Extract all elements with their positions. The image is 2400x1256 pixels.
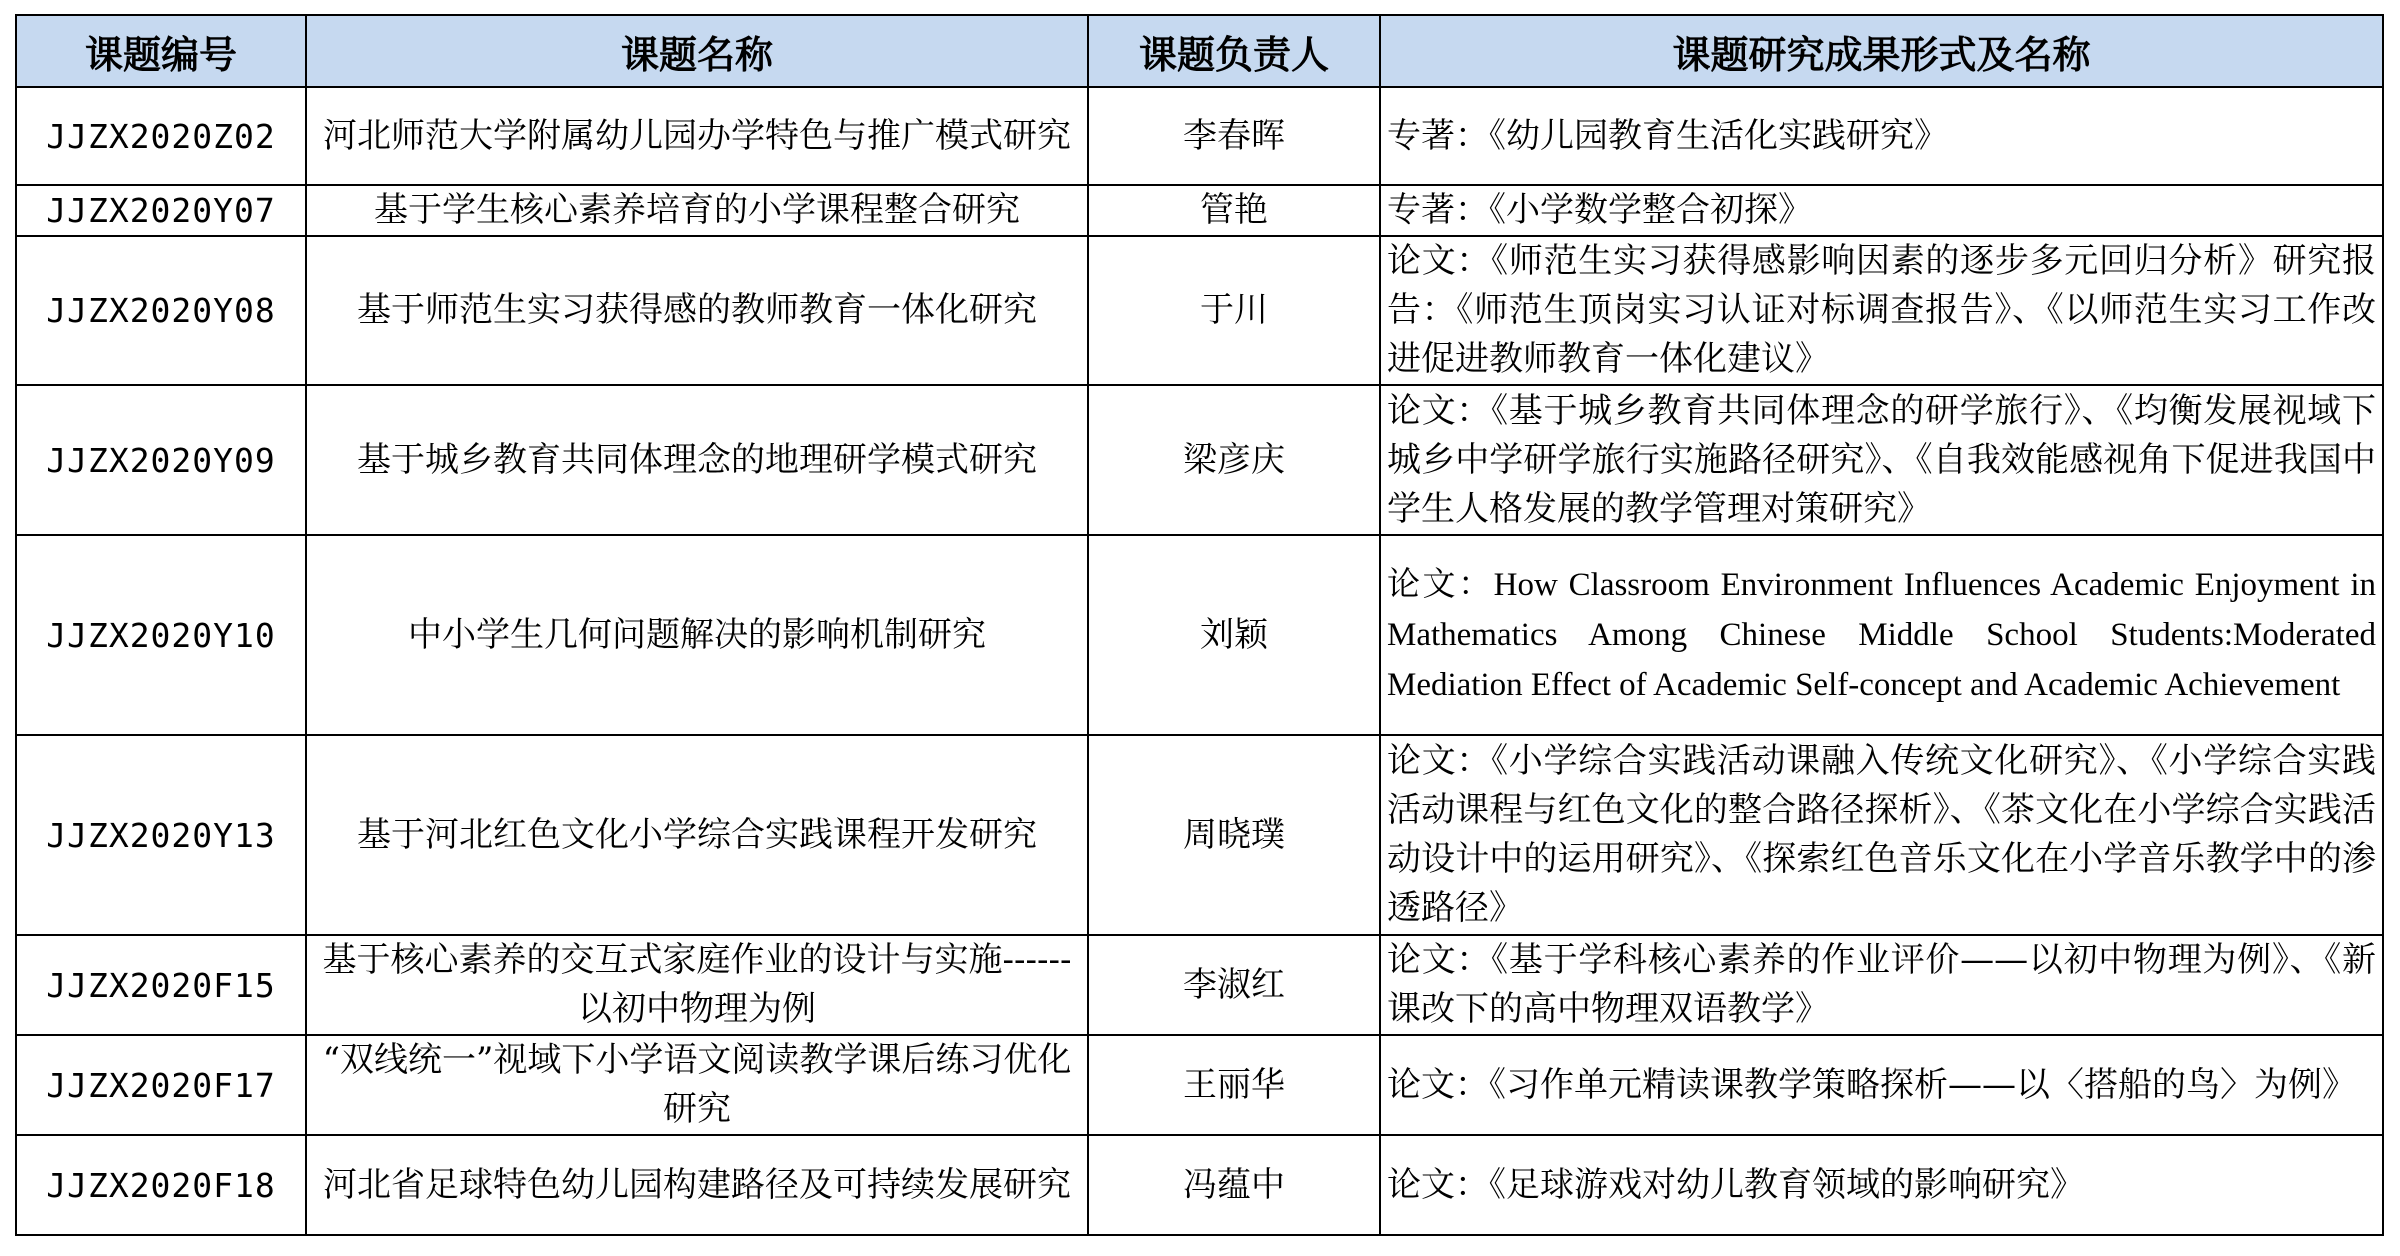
project-leader: 李淑红 (1088, 935, 1380, 1035)
project-output: 论文：《基于学科核心素养的作业评价——以初中物理为例》、《新课改下的高中物理双语教学》 (1380, 935, 2383, 1035)
table-row (16, 185, 2383, 236)
project-title: “双线统一”视域下小学语文阅读教学课后练习优化研究 (306, 1035, 1088, 1135)
table-row (16, 236, 2383, 385)
table-body (16, 87, 2383, 1235)
project-leader: 于川 (1088, 236, 1380, 385)
project-output: 论文：《习作单元精读课教学策略探析——以〈搭船的鸟〉为例》 (1380, 1035, 2383, 1135)
project-code: JJZX2020Y09 (16, 385, 306, 535)
project-output: 论文：《足球游戏对幼儿教育领域的影响研究》 (1380, 1135, 2383, 1235)
project-title: 基于河北红色文化小学综合实践课程开发研究 (306, 735, 1088, 935)
project-output: 论文：《小学综合实践活动课融入传统文化研究》、《小学综合实践活动课程与红色文化的整合路径探析》、《茶文化在小学综合实践活动设计中的运用研究》、《探索红色音乐文化在小学音乐教学中的渗透路径》 (1380, 735, 2383, 935)
project-output: 论文：How Classroom Environment Influences Academic Enjoyment in Mathematics Among Chinese Middle School Students:Moderated Mediation Effect of Academic Self-concept and Academic Achievement (1380, 535, 2383, 735)
project-code: JJZX2020Y08 (16, 236, 306, 385)
table-row (16, 935, 2383, 1035)
table-row (16, 1135, 2383, 1235)
project-title: 中小学生几何问题解决的影响机制研究 (306, 535, 1088, 735)
project-code: JJZX2020Y07 (16, 185, 306, 236)
table-row (16, 385, 2383, 535)
project-title: 基于学生核心素养培育的小学课程整合研究 (306, 185, 1088, 236)
header-title: 课题名称 (306, 15, 1088, 87)
project-output: 论文：《师范生实习获得感影响因素的逐步多元回归分析》研究报告：《师范生顶岗实习认证对标调查报告》、《以师范生实习工作改进促进教师教育一体化建议》 (1380, 236, 2383, 385)
project-code: JJZX2020Y10 (16, 535, 306, 735)
research-projects-table (15, 14, 2384, 1236)
project-output: 专著：《幼儿园教育生活化实践研究》 (1380, 87, 2383, 185)
project-leader: 李春晖 (1088, 87, 1380, 185)
project-leader: 周晓璞 (1088, 735, 1380, 935)
header-output: 课题研究成果形式及名称 (1380, 15, 2383, 87)
project-code: JJZX2020F18 (16, 1135, 306, 1235)
table-row (16, 87, 2383, 185)
table-header (16, 15, 2383, 87)
header-leader: 课题负责人 (1088, 15, 1380, 87)
project-code: JJZX2020F17 (16, 1035, 306, 1135)
table-row (16, 1035, 2383, 1135)
project-leader: 王丽华 (1088, 1035, 1380, 1135)
project-code: JJZX2020Z02 (16, 87, 306, 185)
project-title: 河北省足球特色幼儿园构建路径及可持续发展研究 (306, 1135, 1088, 1235)
project-title: 基于城乡教育共同体理念的地理研学模式研究 (306, 385, 1088, 535)
table-row (16, 535, 2383, 735)
project-leader: 冯蕴中 (1088, 1135, 1380, 1235)
project-title: 河北师范大学附属幼儿园办学特色与推广模式研究 (306, 87, 1088, 185)
project-output: 论文：《基于城乡教育共同体理念的研学旅行》、《均衡发展视域下城乡中学研学旅行实施路径研究》、《自我效能感视角下促进我国中学生人格发展的教学管理对策研究》 (1380, 385, 2383, 535)
project-code: JJZX2020Y13 (16, 735, 306, 935)
project-code: JJZX2020F15 (16, 935, 306, 1035)
project-leader: 管艳 (1088, 185, 1380, 236)
project-title: 基于师范生实习获得感的教师教育一体化研究 (306, 236, 1088, 385)
table-row (16, 735, 2383, 935)
header-row (16, 15, 2383, 87)
project-title: 基于核心素养的交互式家庭作业的设计与实施------以初中物理为例 (306, 935, 1088, 1035)
header-code: 课题编号 (16, 15, 306, 87)
project-leader: 梁彦庆 (1088, 385, 1380, 535)
project-leader: 刘颖 (1088, 535, 1380, 735)
project-output: 专著：《小学数学整合初探》 (1380, 185, 2383, 236)
